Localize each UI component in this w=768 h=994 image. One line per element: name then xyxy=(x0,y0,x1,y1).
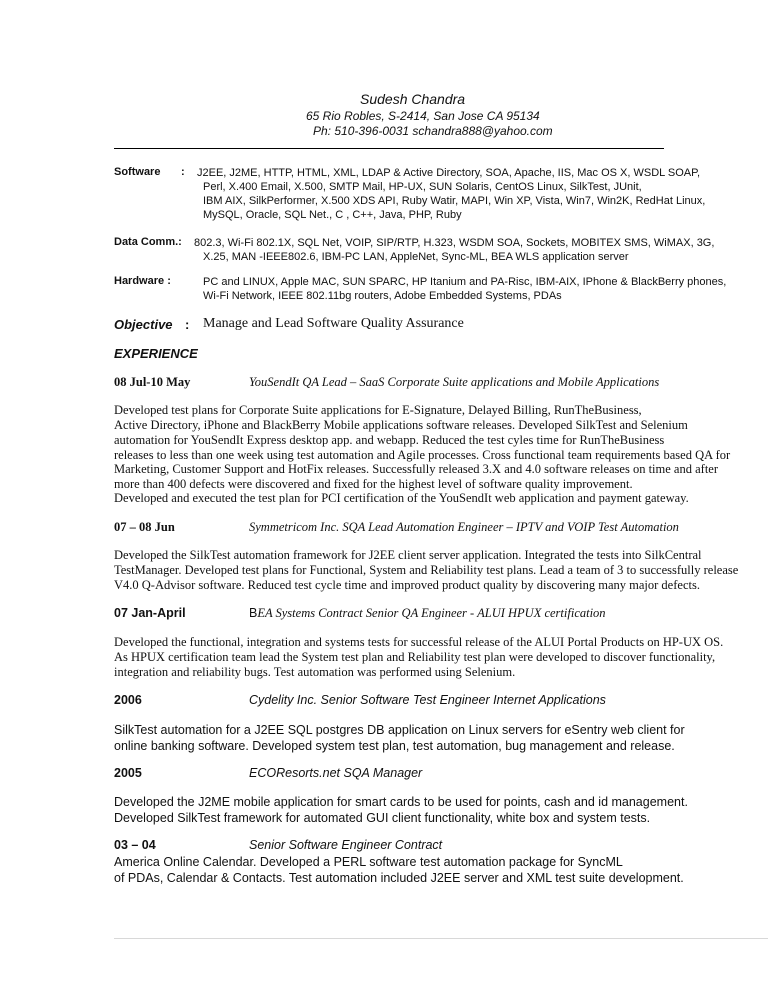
software-line-3: IBM AIX, SilkPerformer, X.500 XDS API, Ruby Watir, MAPI, Win XP, Vista, Win7, Win2K, RedHat Linux, xyxy=(203,195,706,207)
resume-name: Sudesh Chandra xyxy=(360,91,466,107)
software-colon: : xyxy=(181,166,185,178)
job-1-line-6: more than 400 defects were discovered and fixed for the highest level of software quality improvement. xyxy=(114,477,633,491)
job-1-title: YouSendIt QA Lead – SaaS Corporate Suite applications and Mobile Applications xyxy=(249,375,660,389)
job-3-line-1: Developed the functional, integration and systems tests for successful release of the ALUI Portal Products on HP-UX OS. xyxy=(114,635,724,649)
job-2-date: 07 – 08 Jun xyxy=(114,520,175,534)
job-6-date: 03 – 04 xyxy=(114,838,156,852)
job-3-title-rest: EA Systems Contract Senior QA Engineer - ALUI HPUX certification xyxy=(257,606,606,620)
job-3-line-3: integration and reliability bugs. Test automation was performed using Selenium. xyxy=(114,665,516,679)
datacomm-line-1: 802.3, Wi-Fi 802.1X, SQL Net, VOIP, SIP/RTP, H.323, WSDM SOA, Sockets, MOBITEX SMS, WiMAX, 3G, xyxy=(194,237,715,249)
software-line-2: Perl, X.400 Email, X.500, SMTP Mail, HP-UX, SUN Solaris, CentOS Linux, SilkTest, JUnit, xyxy=(203,181,642,193)
page-bottom-divider xyxy=(114,938,768,939)
datacomm-label: Data Comm.: xyxy=(114,236,182,248)
job-1-line-5: Marketing, Customer Support and HotFix releases. Successfully released 3.X and 4.0 software releases on time and after xyxy=(114,462,718,476)
objective-colon: : xyxy=(185,317,190,332)
job-4-date: 2006 xyxy=(114,693,142,707)
software-line-1: J2EE, J2ME, HTTP, HTML, XML, LDAP & Active Directory, SOA, Apache, IIS, Mac OS X, WSDL SOAP, xyxy=(197,167,701,179)
job-3-line-2: As HPUX certification team lead the System test plan and Reliability test plan were developed to discover functionality, xyxy=(114,650,716,664)
job-1-line-4: releases to less than one week using test automation and Agile processes. Cross functional team requirements based QA for xyxy=(114,448,731,462)
job-2-line-3: V4.0 Q-Advisor software. Reduced test cycle time and improved product quality by discovering many major defects. xyxy=(114,578,700,592)
resume-contact: Ph: 510-396-0031 schandra888@yahoo.com xyxy=(313,124,553,138)
job-2-title: Symmetricom Inc. SQA Lead Automation Engineer – IPTV and VOIP Test Automation xyxy=(249,520,679,534)
datacomm-line-2: X.25, MAN -IEEE802.6, IBM-PC LAN, AppleNet, Sync-ML, BEA WLS application server xyxy=(203,251,629,263)
job-1-date: 08 Jul-10 May xyxy=(114,375,191,389)
resume-address: 65 Rio Robles, S-2414, San Jose CA 95134 xyxy=(306,109,540,123)
hardware-line-1: PC and LINUX, Apple MAC, SUN SPARC, HP Itanium and PA-Risc, IBM-AIX, IPhone & BlackBerry phones, xyxy=(203,276,727,288)
job-3-title-initial: B xyxy=(249,606,258,620)
header-divider xyxy=(114,148,664,149)
objective-label: Objective xyxy=(114,317,173,332)
job-6-title: Senior Software Engineer Contract xyxy=(249,838,443,852)
hardware-line-2: Wi-Fi Network, IEEE 802.11bg routers, Adobe Embedded Systems, PDAs xyxy=(203,290,562,302)
software-line-4: MySQL, Oracle, SQL Net., C , C++, Java, PHP, Ruby xyxy=(203,209,462,221)
job-6-line-2: of PDAs, Calendar & Contacts. Test automation included J2EE server and XML test suite development. xyxy=(114,871,684,885)
job-5-date: 2005 xyxy=(114,766,142,780)
job-3-title xyxy=(249,606,606,621)
hardware-label: Hardware : xyxy=(114,275,171,287)
job-1-line-7: Developed and executed the test plan for PCI certification of the YouSendIt web application and payment gateway. xyxy=(114,491,689,505)
job-4-line-2: online banking software. Developed system test plan, test automation, bug management and release. xyxy=(114,739,675,753)
job-4-title: Cydelity Inc. Senior Software Test Engineer Internet Applications xyxy=(249,693,606,707)
job-5-line-1: Developed the J2ME mobile application for smart cards to be used for points, cash and id management. xyxy=(114,795,688,809)
job-5-title: ECOResorts.net SQA Manager xyxy=(249,766,423,780)
job-2-line-1: Developed the SilkTest automation framework for J2EE client server application. Integrated the tests into SilkCentral xyxy=(114,548,702,562)
experience-heading: EXPERIENCE xyxy=(114,346,198,361)
job-1-line-2: Active Directory, iPhone and BlackBerry Mobile applications software releases. Developed SilkTest and Selenium xyxy=(114,418,688,432)
job-4-line-1: SilkTest automation for a J2EE SQL postgres DB application on Linux servers for eSentry web client for xyxy=(114,723,685,737)
job-2-line-2: TestManager. Developed test plans for Functional, System and Reliability test plans. Lead a team of 3 to successfully release xyxy=(114,563,739,577)
objective-text: Manage and Lead Software Quality Assurance xyxy=(203,316,464,331)
job-1-line-3: automation for YouSendIt Express desktop app. and webapp. Reduced the test cyles time for RunTheBusiness xyxy=(114,433,665,447)
job-6-line-1: America Online Calendar. Developed a PERL software test automation package for SyncML xyxy=(114,855,623,869)
job-1-line-1: Developed test plans for Corporate Suite applications for E-Signature, Delayed Billing, RunTheBusiness, xyxy=(114,403,642,417)
job-3-date: 07 Jan-April xyxy=(114,606,186,620)
job-5-line-2: Developed SilkTest framework for automated GUI client functionality, white box and system tests. xyxy=(114,811,651,825)
software-label: Software xyxy=(114,166,161,178)
